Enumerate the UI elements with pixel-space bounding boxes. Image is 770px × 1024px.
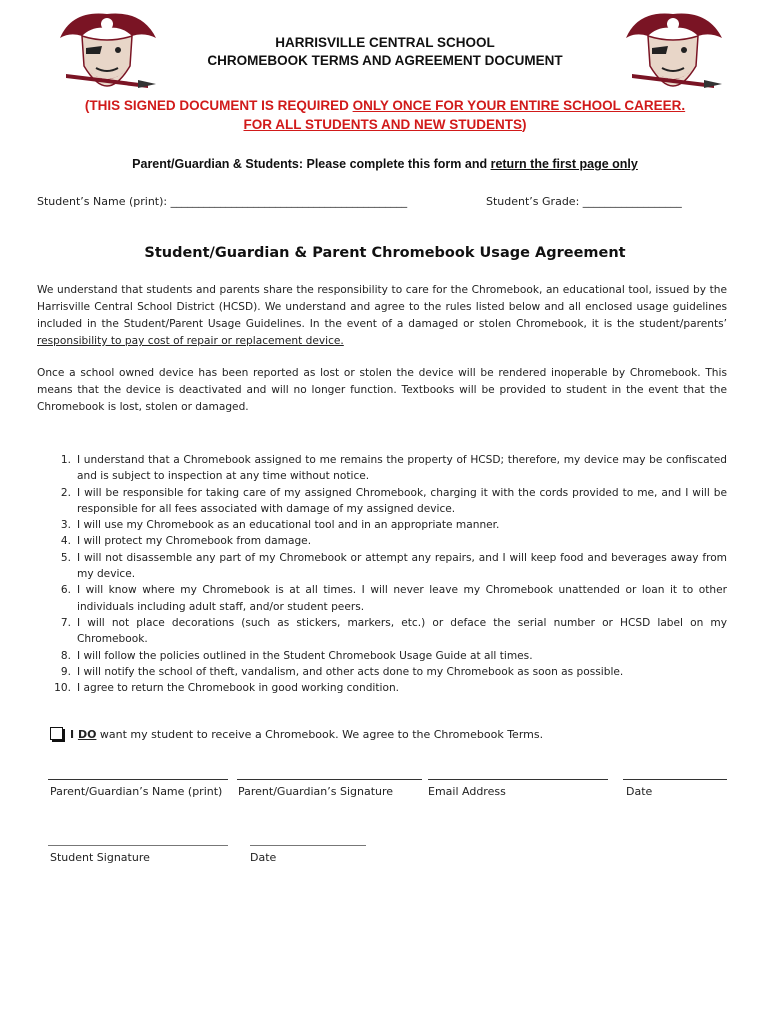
parent-name-line[interactable] — [48, 779, 228, 780]
school-name: HARRISVILLE CENTRAL SCHOOL — [275, 35, 495, 50]
rule-number: 4. — [60, 535, 71, 548]
agreement-paragraph-2: Once a school owned device has been reported as lost or stolen the device will be rendered inoperable by Chromebook. This means that the device is deactivated and will no longer function. Textbooks will be provided to student in the event that the Chromebook is lost, stolen or damaged. — [37, 367, 727, 413]
rule-item — [37, 517, 727, 533]
student-signature-line[interactable] — [48, 845, 228, 846]
agreement-title: Student/Guardian & Parent Chromebook Usage Agreement — [144, 245, 626, 261]
student-grade-field[interactable]: Student’s Grade: __________________ — [486, 195, 682, 208]
rule-number: 3. — [60, 519, 71, 532]
rule-text: I will notify the school of theft, vandalism, and other acts done to my Chromebook as soon as possible. — [77, 665, 624, 678]
notice-line-1 — [0, 98, 770, 113]
rule-text: I will not place decorations (such as stickers, markers, etc.) or deface the serial number or HCSD label on my Chromebook. — [77, 616, 727, 646]
date-line-2[interactable] — [250, 845, 366, 846]
parent-signature-line[interactable] — [237, 779, 422, 780]
rule-number: 6. — [60, 584, 71, 597]
rule-text: I will follow the policies outlined in the Student Chromebook Usage Guide at all times. — [77, 649, 533, 662]
rule-text: I will not disassemble any part of my Chromebook or attempt any repairs, and I will keep food and beverages away from my device. — [77, 551, 727, 581]
rule-text: I will use my Chromebook as an educational tool and in an appropriate manner. — [77, 519, 500, 532]
rule-item — [37, 680, 727, 696]
rule-number: 8. — [60, 649, 71, 662]
rule-text: I understand that a Chromebook assigned to me remains the property of HCSD; therefore, my device may be confiscated and is subject to inspection at any time without notice. — [77, 454, 727, 483]
rule-number: 7. — [60, 616, 71, 629]
rule-item — [37, 550, 727, 583]
email-label: Email Address — [428, 785, 506, 798]
rule-item — [37, 533, 727, 549]
email-line[interactable] — [428, 779, 608, 780]
notice-audience: FOR ALL STUDENTS AND NEW STUDENTS — [243, 117, 522, 132]
instructions-emphasis: return the first page only — [490, 157, 638, 171]
rule-number: 10. — [54, 682, 71, 695]
parent-signature-label: Parent/Guardian’s Signature — [238, 785, 394, 798]
instructions — [0, 157, 770, 171]
rule-item — [37, 485, 727, 518]
consent-statement — [70, 726, 543, 743]
paragraph-1-emphasis: responsibility to pay cost of repair or replacement device. — [37, 335, 344, 347]
date-label-1: Date — [626, 785, 653, 798]
rule-item — [37, 648, 727, 664]
instructions-text: Parent/Guardian & Students: Please complete this form and — [132, 157, 491, 171]
rule-text: I agree to return the Chromebook in good working condition. — [77, 682, 400, 695]
rule-item — [37, 582, 727, 615]
rule-number: 5. — [60, 551, 71, 564]
student-signature-label: Student Signature — [50, 851, 150, 864]
rule-number: 2. — [60, 486, 71, 499]
rule-item — [37, 452, 727, 485]
parent-name-label: Parent/Guardian’s Name (print) — [50, 785, 223, 798]
rule-number: 9. — [60, 665, 71, 678]
agreement-paragraph-1 — [37, 282, 727, 350]
notice-text: (THIS SIGNED DOCUMENT IS REQUIRED — [84, 98, 353, 113]
notice-line-2 — [0, 117, 770, 132]
rule-item — [37, 664, 727, 680]
student-name-field[interactable]: Student’s Name (print): ___________________________________________ — [37, 195, 408, 208]
consent-checkbox-icon[interactable] — [50, 727, 63, 740]
notice-emphasis: ONLY ONCE FOR YOUR ENTIRE SCHOOL CAREER. — [352, 98, 686, 113]
consent-i: I — [70, 728, 78, 741]
rule-item — [37, 615, 727, 648]
date-label-2: Date — [250, 851, 277, 864]
notice-close: ) — [522, 117, 527, 132]
rules-list — [37, 452, 727, 696]
date-line-1[interactable] — [623, 779, 727, 780]
paragraph-1-text: We understand that students and parents share the responsibility to care for the Chromebook, an educational tool, issued by the Harrisville Central School District (HCSD). We understand and agree to the rules listed below and all enclosed usage guidelines included in the Student/Parent Usage Guidelines. In the event of a damaged or stolen Chromebook, it is the student/parents’ — [37, 284, 727, 330]
rule-text: I will be responsible for taking care of my assigned Chromebook, charging it with the cords provided to me, and I will be responsible for all fees associated with damage of my assigned device. — [77, 486, 727, 515]
rule-text: I will protect my Chromebook from damage. — [77, 535, 312, 548]
document-title: CHROMEBOOK TERMS AND AGREEMENT DOCUMENT — [207, 53, 563, 68]
rule-text: I will know where my Chromebook is at all times. I will never leave my Chromebook unattended or loan it to other individuals including adult staff, and/or student peers. — [77, 584, 727, 613]
rule-number: 1. — [60, 454, 71, 466]
consent-text: want my student to receive a Chromebook. We agree to the Chromebook Terms. — [96, 728, 544, 741]
consent-do: DO — [77, 728, 97, 741]
